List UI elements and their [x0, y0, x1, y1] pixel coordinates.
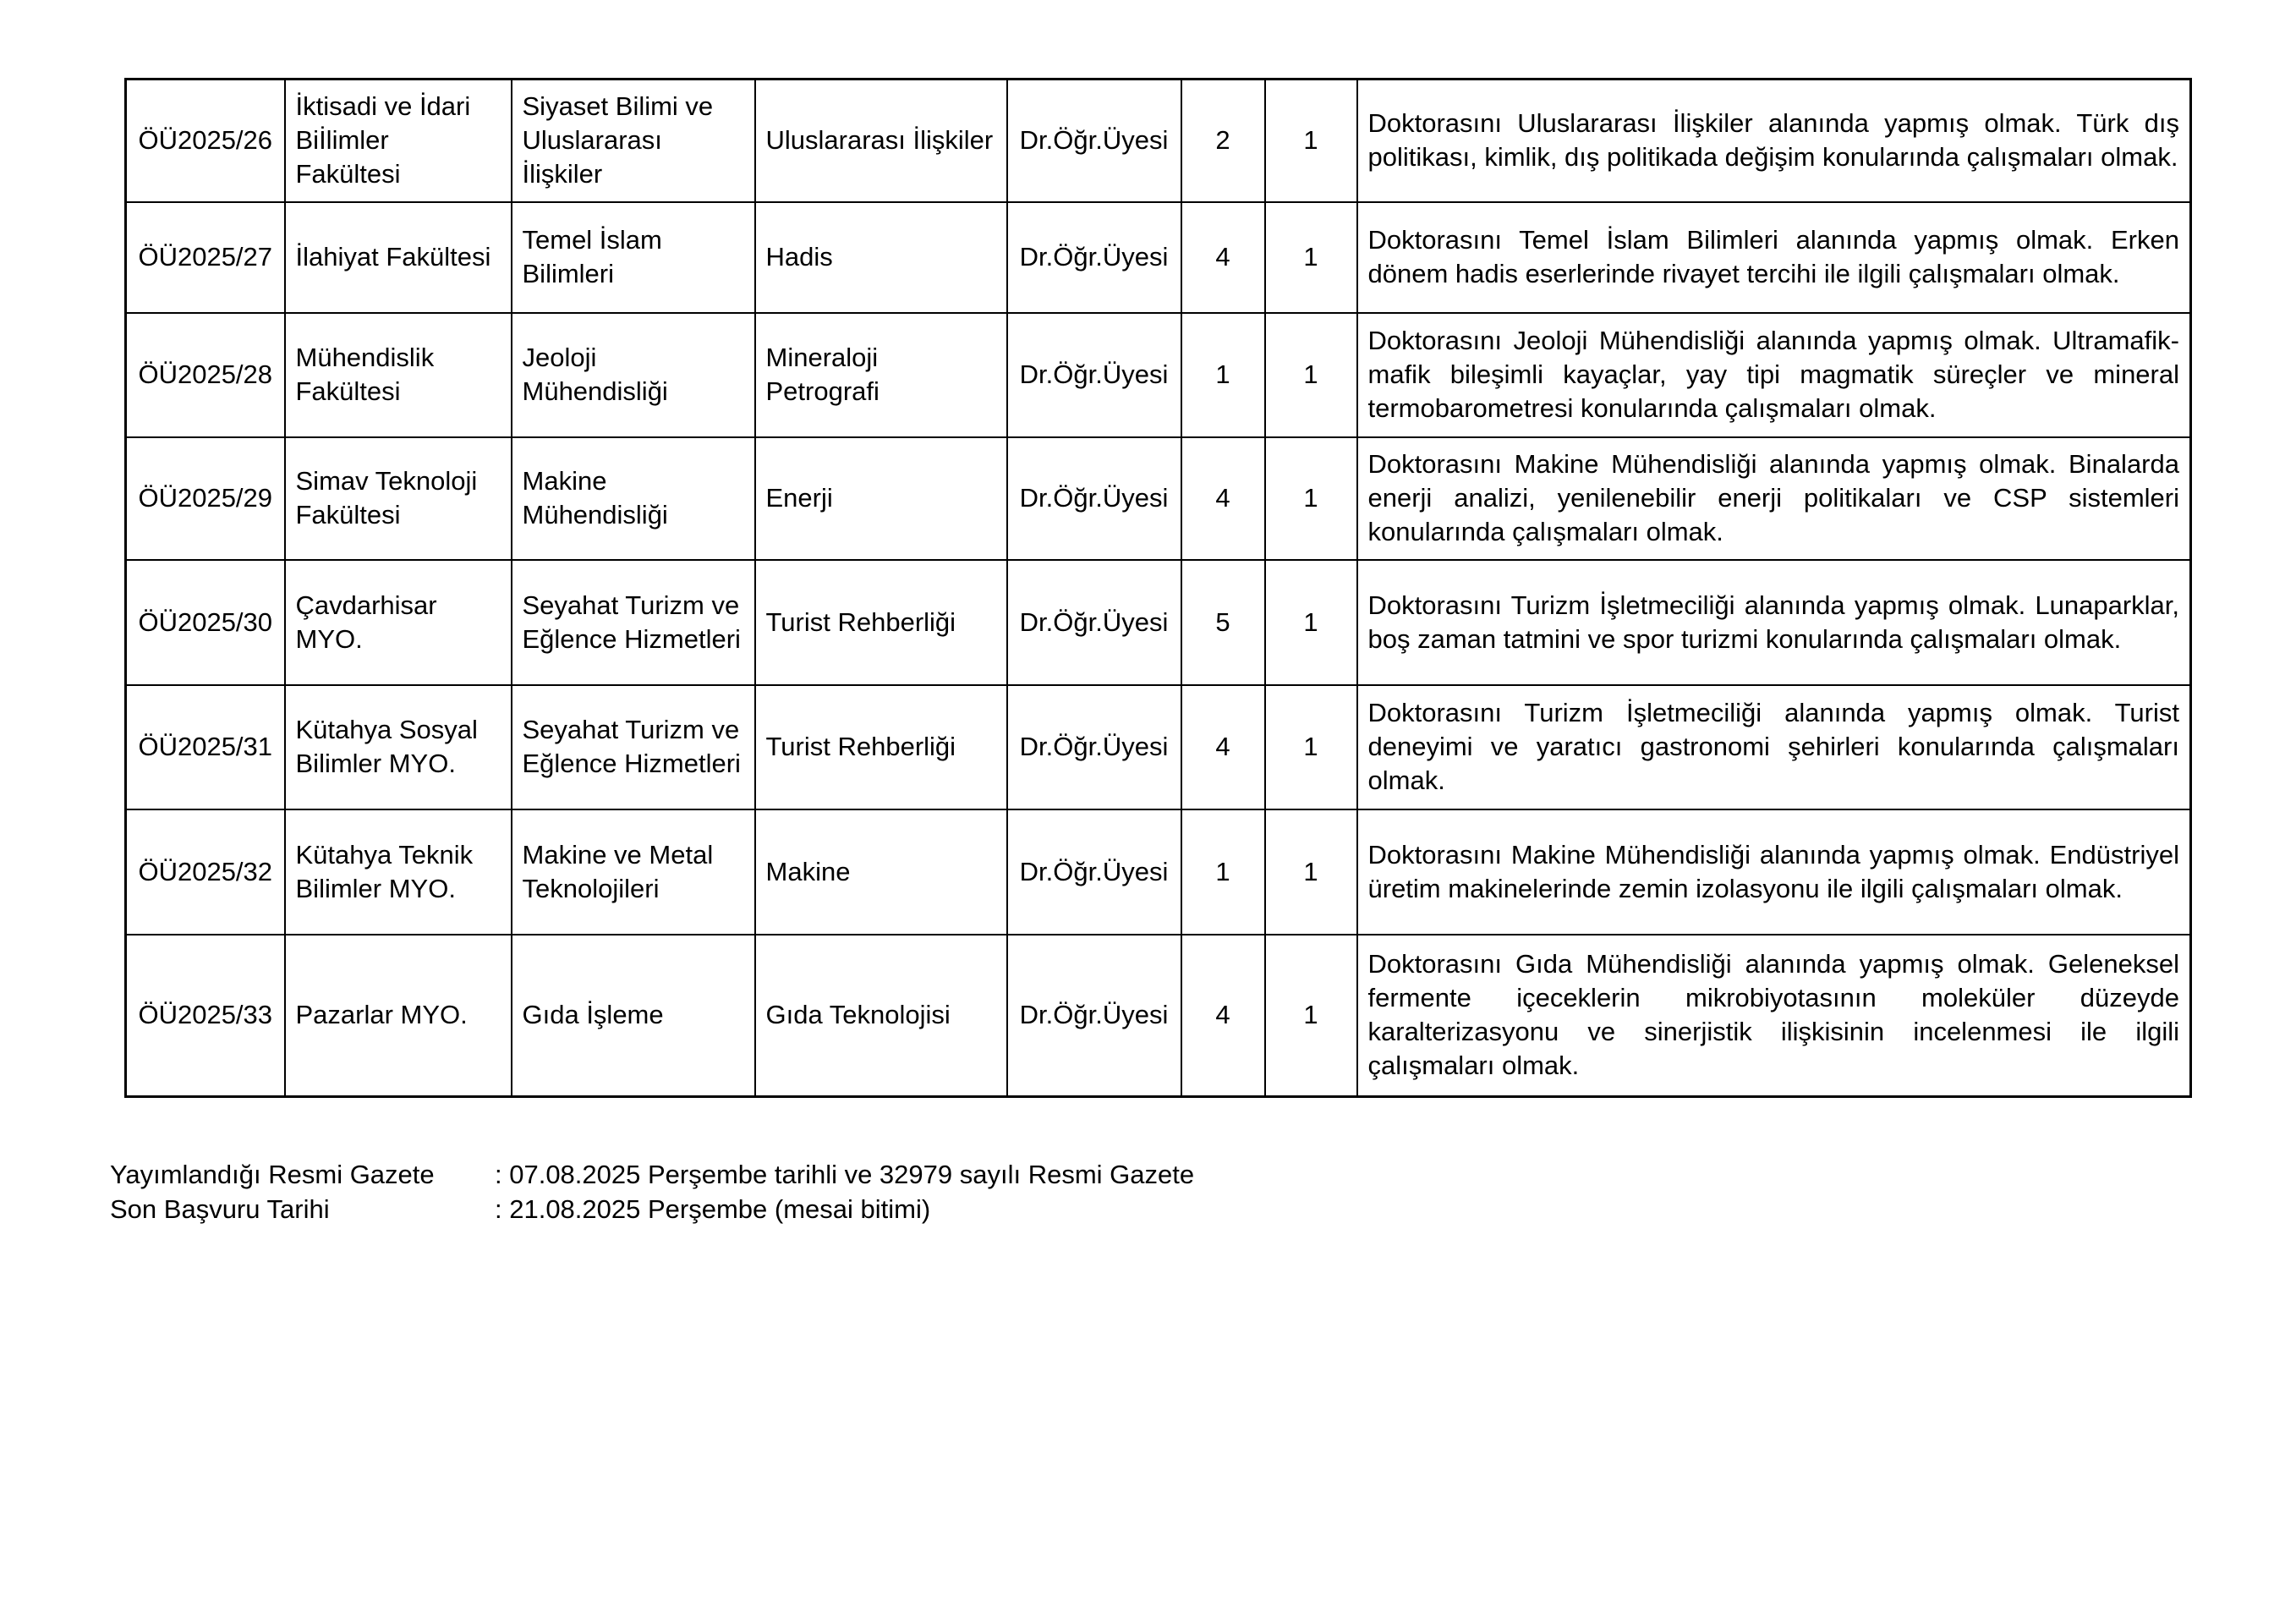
- cell-faculty: İktisadi ve İdari Biİlimler Fakültesi: [285, 80, 512, 202]
- cell-department: Makine Mühendisliği: [512, 437, 755, 560]
- cell-num2: 1: [1265, 202, 1357, 313]
- cell-faculty: Çavdarhisar MYO.: [285, 560, 512, 685]
- cell-num1: 5: [1181, 560, 1265, 685]
- cell-program: Turist Rehberliği: [755, 685, 1007, 809]
- cell-description: Doktorasını Gıda Mühendisliği alanında yapmış olmak. Geleneksel fermente içeceklerin mikrobiyotasının moleküler düzeyde karalterizasyonu ve sinerjistik ilişkisinin incelenmesi ile ilgili çalışmaları olmak.: [1357, 935, 2191, 1097]
- footer-label-gazette: Yayımlandığı Resmi Gazete: [110, 1160, 435, 1189]
- cell-num2: 1: [1265, 935, 1357, 1097]
- cell-faculty: Mühendislik Fakültesi: [285, 313, 512, 437]
- cell-code: ÖÜ2025/33: [126, 935, 285, 1097]
- cell-num1: 4: [1181, 685, 1265, 809]
- cell-title: Dr.Öğr.Üyesi: [1007, 560, 1181, 685]
- cell-num1: 2: [1181, 80, 1265, 202]
- cell-num2: 1: [1265, 809, 1357, 935]
- cell-num2: 1: [1265, 560, 1357, 685]
- cell-title: Dr.Öğr.Üyesi: [1007, 202, 1181, 313]
- cell-code: ÖÜ2025/26: [126, 80, 285, 202]
- cell-code: ÖÜ2025/31: [126, 685, 285, 809]
- table-row: [126, 80, 2191, 202]
- footer-label-deadline: Son Başvuru Tarihi: [110, 1194, 330, 1224]
- table-row: [126, 437, 2191, 560]
- cell-faculty: Kütahya Teknik Bilimler MYO.: [285, 809, 512, 935]
- table-row: [126, 560, 2191, 685]
- cell-code: ÖÜ2025/32: [126, 809, 285, 935]
- cell-program: Gıda Teknolojisi: [755, 935, 1007, 1097]
- cell-description: Doktorasını Temel İslam Bilimleri alanında yapmış olmak. Erken dönem hadis eserlerinde rivayet tercihi ile ilgili çalışmaları olmak.: [1357, 202, 2191, 313]
- cell-description: Doktorasını Turizm İşletmeciliği alanında yapmış olmak. Turist deneyimi ve yaratıcı gastronomi şehirleri konularında çalışmaları olmak.: [1357, 685, 2191, 809]
- positions-table: [124, 78, 2192, 1098]
- cell-faculty: Simav Teknoloji Fakültesi: [285, 437, 512, 560]
- cell-code: ÖÜ2025/30: [126, 560, 285, 685]
- cell-num1: 1: [1181, 313, 1265, 437]
- cell-description: Doktorasını Makine Mühendisliği alanında yapmış olmak. Endüstriyel üretim makinelerinde zemin izolasyonu ile ilgili çalışmaları olmak.: [1357, 809, 2191, 935]
- cell-title: Dr.Öğr.Üyesi: [1007, 685, 1181, 809]
- cell-title: Dr.Öğr.Üyesi: [1007, 935, 1181, 1097]
- cell-program: Hadis: [755, 202, 1007, 313]
- cell-title: Dr.Öğr.Üyesi: [1007, 80, 1181, 202]
- cell-program: Mineraloji Petrografi: [755, 313, 1007, 437]
- footer-value-deadline: : 21.08.2025 Perşembe (mesai bitimi): [495, 1194, 931, 1224]
- cell-faculty: Pazarlar MYO.: [285, 935, 512, 1097]
- cell-title: Dr.Öğr.Üyesi: [1007, 437, 1181, 560]
- cell-code: ÖÜ2025/28: [126, 313, 285, 437]
- cell-description: Doktorasını Uluslararası İlişkiler alanında yapmış olmak. Türk dış politikası, kimlik, dış politikada değişim konularında çalışmaları olmak.: [1357, 80, 2191, 202]
- table-row: [126, 809, 2191, 935]
- cell-num2: 1: [1265, 80, 1357, 202]
- footer-value-gazette: : 07.08.2025 Perşembe tarihli ve 32979 sayılı Resmi Gazete: [495, 1160, 1195, 1189]
- cell-num1: 4: [1181, 202, 1265, 313]
- footer-line-deadline: [110, 1192, 1194, 1226]
- cell-num1: 4: [1181, 935, 1265, 1097]
- cell-department: Jeoloji Mühendisliği: [512, 313, 755, 437]
- cell-department: Seyahat Turizm ve Eğlence Hizmetleri: [512, 685, 755, 809]
- cell-faculty: İlahiyat Fakültesi: [285, 202, 512, 313]
- cell-title: Dr.Öğr.Üyesi: [1007, 809, 1181, 935]
- cell-code: ÖÜ2025/27: [126, 202, 285, 313]
- cell-description: Doktorasını Jeoloji Mühendisliği alanında yapmış olmak. Ultramafik-mafik bileşimli kayaçlar, yay tipi magmatik süreçler ve mineral termobarometresi konularında çalışmaları olmak.: [1357, 313, 2191, 437]
- cell-department: Temel İslam Bilimleri: [512, 202, 755, 313]
- cell-department: Gıda İşleme: [512, 935, 755, 1097]
- cell-department: Siyaset Bilimi ve Uluslararası İlişkiler: [512, 80, 755, 202]
- cell-department: Makine ve Metal Teknolojileri: [512, 809, 755, 935]
- cell-faculty: Kütahya Sosyal Bilimler MYO.: [285, 685, 512, 809]
- table-row: [126, 935, 2191, 1097]
- table-row: [126, 202, 2191, 313]
- cell-num2: 1: [1265, 313, 1357, 437]
- cell-num2: 1: [1265, 437, 1357, 560]
- cell-program: Turist Rehberliği: [755, 560, 1007, 685]
- table-row: [126, 313, 2191, 437]
- cell-description: Doktorasını Makine Mühendisliği alanında yapmış olmak. Binalarda enerji analizi, yenilenebilir enerji politikaları ve CSP sistemleri konularında çalışmaları olmak.: [1357, 437, 2191, 560]
- footer-info: [110, 1157, 1194, 1226]
- cell-title: Dr.Öğr.Üyesi: [1007, 313, 1181, 437]
- cell-num1: 1: [1181, 809, 1265, 935]
- cell-num1: 4: [1181, 437, 1265, 560]
- cell-description: Doktorasını Turizm İşletmeciliği alanında yapmış olmak. Lunaparklar, boş zaman tatmini ve spor turizmi konularında çalışmaları olmak.: [1357, 560, 2191, 685]
- cell-program: Uluslararası İlişkiler: [755, 80, 1007, 202]
- cell-program: Enerji: [755, 437, 1007, 560]
- footer-line-gazette: [110, 1157, 1194, 1192]
- table-row: [126, 685, 2191, 809]
- cell-program: Makine: [755, 809, 1007, 935]
- cell-code: ÖÜ2025/29: [126, 437, 285, 560]
- cell-department: Seyahat Turizm ve Eğlence Hizmetleri: [512, 560, 755, 685]
- cell-num2: 1: [1265, 685, 1357, 809]
